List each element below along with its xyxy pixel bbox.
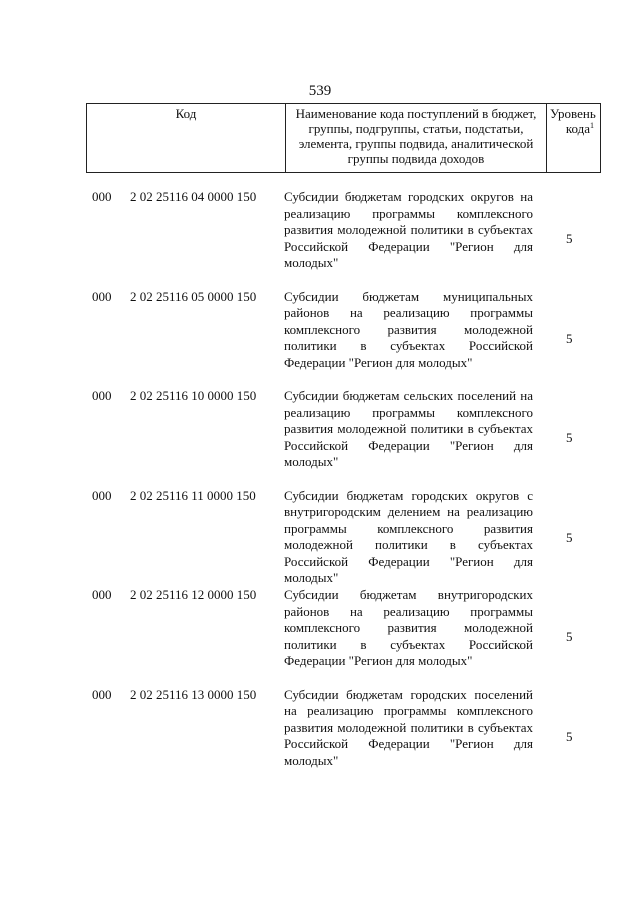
row-admin-code: 000 — [92, 587, 112, 602]
page-number: 539 — [308, 83, 332, 99]
table-row — [90, 289, 590, 389]
row-income-code: 2 02 25116 05 0000 150 — [130, 288, 257, 304]
row-level: 5 — [566, 430, 573, 445]
footnote-marker: 1 — [590, 121, 594, 130]
header-name: Наименование кода поступлений в бюджет, группы, подгруппы, статьи, подстатьи, элемента, группы подвида, аналитической группы подвида доходов — [286, 104, 547, 173]
table-header — [86, 103, 601, 173]
row-income-code: 2 02 25116 12 0000 150 — [130, 587, 257, 602]
table-body — [90, 189, 590, 786]
row-income-name: Субсидии бюджетам муниципальных районов на реализацию программы комплексного развития молодежной политики в субъектах Российской Федерации "Регион для молодых" — [284, 288, 533, 370]
row-level: 5 — [566, 330, 573, 346]
row-income-name: Субсидии бюджетам городских округов с внутригородским делением на реализацию программы комплексного развития молодежной политики в субъектах Российской Федерации "Регион для молодых" — [284, 487, 533, 586]
row-income-code: 2 02 25116 04 0000 150 — [130, 189, 257, 204]
row-admin-code: 000 — [92, 288, 112, 304]
table-row — [90, 587, 590, 687]
row-admin-code: 000 — [92, 189, 112, 204]
header-level-label: Уровень кода — [550, 106, 596, 136]
table-row — [90, 189, 590, 289]
row-income-name: Субсидии бюджетам внутригородских районов на реализацию программы комплексного развития молодежной политики в субъектах Российской Федерации "Регион для молодых" — [284, 587, 533, 669]
row-income-name: Субсидии бюджетам городских округов на реализацию программы комплексного развития молодежной политики в субъектах Российской Федерации "Регион для молодых" — [284, 189, 533, 271]
row-income-code: 2 02 25116 10 0000 150 — [130, 388, 257, 403]
row-level: 5 — [566, 231, 573, 246]
row-admin-code: 000 — [92, 388, 112, 403]
row-level: 5 — [566, 629, 573, 644]
table-row — [90, 488, 590, 588]
header-level — [547, 104, 601, 173]
header-code: Код — [87, 104, 286, 173]
row-admin-code: 000 — [92, 487, 112, 503]
row-income-name: Субсидии бюджетам сельских поселений на реализацию программы комплексного развития молодежной политики в субъектах Российской Федерации "Регион для молодых" — [284, 388, 533, 470]
row-income-code: 2 02 25116 11 0000 150 — [130, 487, 256, 503]
row-income-code: 2 02 25116 13 0000 150 — [130, 686, 257, 702]
row-income-name: Субсидии бюджетам городских поселений на реализацию программы комплексного развития молодежной политики в субъектах Российской Федерации "Регион для молодых" — [284, 686, 533, 768]
table-row — [90, 388, 590, 488]
row-level: 5 — [566, 728, 573, 744]
row-level: 5 — [566, 529, 573, 545]
table-row — [90, 687, 590, 787]
row-admin-code: 000 — [92, 686, 112, 702]
